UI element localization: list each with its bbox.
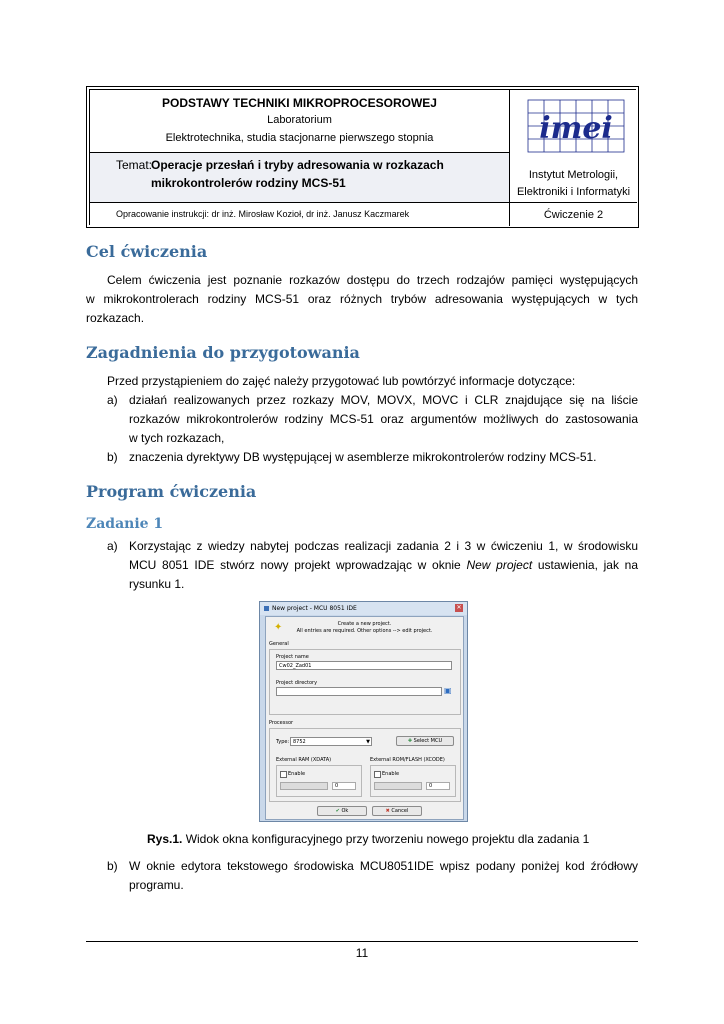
- logo-text: imei: [539, 111, 613, 146]
- footer-rule: [86, 941, 638, 942]
- header-inner-frame: [89, 89, 636, 225]
- dialog-client: [265, 616, 464, 820]
- prep-a-marker: a): [107, 393, 118, 407]
- general-label: General: [269, 641, 289, 647]
- project-dir-label: Project directory: [276, 680, 318, 686]
- xcode-slider[interactable]: [374, 782, 422, 790]
- project-dir-input[interactable]: [276, 687, 442, 696]
- logo-cell: [510, 90, 637, 203]
- xdata-slider[interactable]: [280, 782, 328, 790]
- prep-heading: Zagadnienia do przygotowania: [86, 343, 360, 362]
- exercise-cell: [510, 203, 637, 226]
- prep-a-line2: rozkazów mikrokontrolerów rodziny MCS-51 oraz argumentów możliwych do zastosowania: [129, 412, 638, 426]
- course-title: PODSTAWY TECHNIKI MIKROPROCESOROWEJ: [162, 96, 437, 110]
- type-label: Type:: [276, 739, 290, 745]
- processor-label: Processor: [269, 720, 294, 726]
- project-name-input[interactable]: Cw02_Zad01: [276, 661, 452, 670]
- check-icon: ✔: [335, 808, 340, 814]
- xdata-enable-label: Enable: [288, 771, 306, 777]
- new-project-dialog: [259, 601, 468, 822]
- prep-intro: Przed przystąpieniem do zajęć należy przygotować lub powtórzyć informacje dotyczące:: [107, 374, 576, 388]
- topic-cell: [90, 153, 510, 203]
- prep-a-line3: w tych rozkazach,: [129, 431, 225, 445]
- imei-logo: [526, 98, 626, 154]
- caption-text: Widok okna konfiguracyjnego przy tworzeniu nowego projektu dla zadania 1: [182, 832, 590, 846]
- figure-caption: [147, 830, 589, 849]
- institute-line1: Instytut Metrologii,: [528, 169, 619, 181]
- authors-text: Opracowanie instrukcji: dr inż. Mirosław Kozioł, dr inż. Janusz Kaczmarek: [116, 209, 410, 219]
- xcode-enable-label: Enable: [382, 771, 400, 777]
- prep-b-marker: b): [107, 450, 118, 464]
- header-table: [86, 86, 639, 228]
- lab-label: Laboratorium: [267, 114, 332, 126]
- task-a-line2: [129, 556, 638, 575]
- task-a-line2-pre: MCU 8051 IDE stwórz nowy projekt wprowadzając w oknie: [129, 558, 467, 572]
- course-cell: [90, 90, 510, 153]
- xcode-enable-checkbox[interactable]: [374, 771, 381, 778]
- dialog-title: New project - MCU 8051 IDE: [272, 605, 357, 612]
- app-icon: [264, 606, 269, 611]
- xdata-label: External RAM (XDATA): [276, 757, 332, 763]
- topic-label: Temat:: [116, 158, 153, 172]
- task-a-line1: Korzystając z wiedzy nabytej podczas realizacji zadania 2 i 3 w ćwiczeniu 1, w środowisku: [129, 539, 638, 553]
- dialog-titlebar: [260, 602, 467, 615]
- chevron-down-icon: ▼: [366, 739, 370, 745]
- xdata-enable-checkbox[interactable]: [280, 771, 287, 778]
- type-value: 8752: [293, 739, 306, 745]
- xcode-spin[interactable]: 0: [426, 782, 450, 790]
- browse-folder-icon[interactable]: ▣: [444, 686, 452, 695]
- ok-label: Ok: [341, 808, 349, 814]
- wand-icon: ✦: [274, 622, 283, 633]
- goal-heading: Cel ćwiczenia: [86, 242, 208, 261]
- type-select[interactable]: [290, 737, 372, 746]
- topic-line2: mikrokontrolerów rodziny MCS-51: [151, 176, 346, 190]
- topic-line1: Operacje przesłań i tryby adresowania w rozkazach: [151, 158, 444, 172]
- prep-a-line1: działań realizowanych przez rozkazy MOV, MOVX, MOVC i CLR znajdujące się na liście: [129, 393, 638, 407]
- goal-line1: Celem ćwiczenia jest poznanie rozkazów dostępu do trzech rodzajów pamięci występujących: [107, 273, 638, 287]
- program-heading: Program ćwiczenia: [86, 482, 257, 501]
- institute-line2: Elektroniki i Informatyki: [516, 186, 631, 198]
- task-a-line2-post: ustawienia, jak na: [532, 558, 638, 572]
- goal-line3: rozkazach.: [86, 311, 145, 325]
- task1-heading: Zadanie 1: [86, 516, 164, 532]
- page-number: 11: [355, 946, 369, 960]
- cancel-button[interactable]: [372, 806, 422, 816]
- select-icon: ✚: [407, 738, 413, 744]
- task-a-line3: rysunku 1.: [129, 577, 185, 591]
- task-b-marker: b): [107, 859, 118, 873]
- dialog-intro1: Create a new project.: [337, 621, 392, 627]
- project-name-label: Project name: [276, 654, 309, 660]
- cancel-icon: ✖: [385, 808, 390, 814]
- task-a-line2-em: New project: [466, 558, 533, 572]
- task-b-line2: programu.: [129, 878, 184, 892]
- task-b-line1: W oknie edytora tekstowego środowiska MCU8051IDE wpisz podany poniżej kod źródłowy: [129, 859, 638, 873]
- cancel-label: Cancel: [391, 808, 409, 814]
- xcode-group: [370, 765, 456, 797]
- close-icon[interactable]: ✕: [456, 604, 462, 611]
- exercise-number: Ćwiczenie 2: [543, 209, 604, 221]
- select-mcu-label: Select MCU: [413, 738, 443, 744]
- xdata-group: [276, 765, 362, 797]
- dialog-intro2: All entries are required. Other options --> edit project.: [296, 628, 433, 634]
- prep-b-text: znaczenia dyrektywy DB występującej w asemblerze mikrokontrolerów rodziny MCS-51.: [129, 450, 597, 464]
- xcode-label: External ROM/FLASH (XCODE): [370, 757, 445, 763]
- authors-cell: [90, 203, 510, 226]
- program-label: Elektrotechnika, studia stacjonarne pierwszego stopnia: [165, 132, 434, 144]
- xdata-spin[interactable]: 0: [332, 782, 356, 790]
- goal-line2: w mikrokontrolerach rodziny MCS-51 oraz różnych trybów adresowania występujących w tych: [86, 292, 638, 306]
- caption-label: Rys.1.: [147, 832, 183, 846]
- task-a-marker: a): [107, 539, 118, 553]
- ok-button[interactable]: [317, 806, 367, 816]
- select-mcu-button[interactable]: [396, 736, 454, 746]
